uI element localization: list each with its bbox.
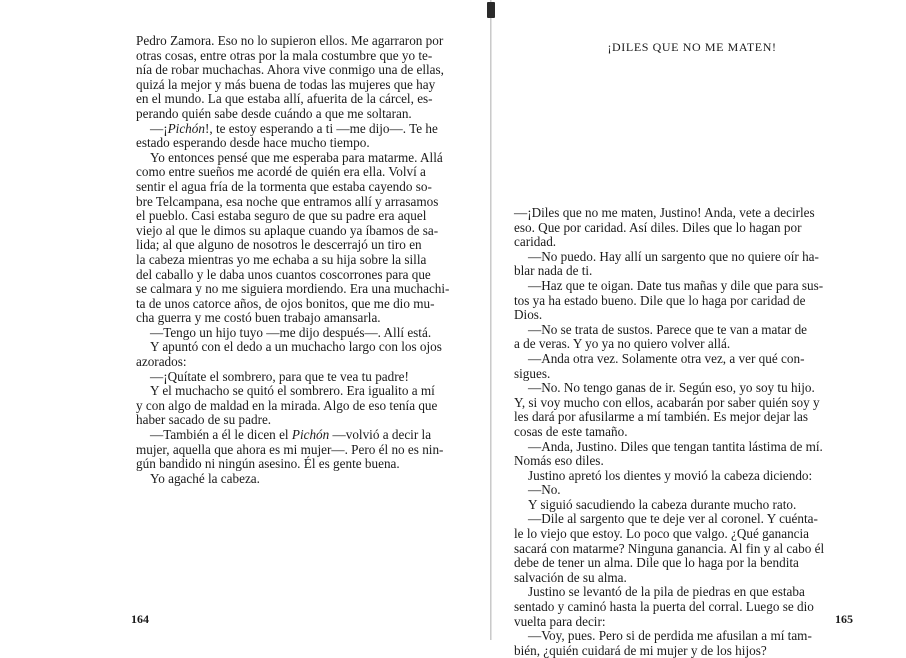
text-line: mujer, aquella que ahora es mi mujer—. Pero él no es nin- (136, 441, 444, 457)
text-line: haber sacado de su padre. (136, 412, 272, 428)
text-line: otras cosas, entre otras por la mala costumbre que yo te- (136, 47, 433, 63)
text-line: sigues. (514, 365, 551, 381)
text-line: Yo entonces pensé que me esperaba para matarme. Allá (150, 149, 443, 165)
text-line: Y apuntó con el dedo a un muchacho largo con los ojos (150, 339, 442, 355)
text-line: —Voy, pues. Pero si de perdida me afusilan a mí tam- (528, 628, 812, 644)
text-line: a de veras. Y yo ya no quiero volver allá. (514, 336, 731, 352)
text-line: Y, si voy mucho con ellos, acabarán por saber quién soy y (514, 394, 820, 410)
text-line: eso. Que por caridad. Así diles. Diles que lo hagan por (514, 219, 802, 235)
text-line: —¡Quítate el sombrero, para que te vea tu padre! (150, 368, 409, 384)
text-line: lida; al que alguno de nosotros le descerrajó un tiro en (136, 237, 422, 253)
text-line: sentado y caminó hasta la puerta del corral. Luego se dio (514, 599, 814, 615)
text-line: y con algo de maldad en la mirada. Algo de eso tenía que (136, 397, 438, 413)
text-line: debe de tener un alma. Dile que lo haga por la bendita (514, 555, 799, 571)
text-line: vuelta para decir: (514, 613, 606, 629)
text-line: bién, ¿quién cuidará de mi mujer y de los hijos? (514, 642, 767, 658)
page-number: 165 (835, 612, 853, 626)
text-line: cha guerra y me costó buen trabajo amansarla. (136, 310, 381, 326)
text-line: bre Telcampana, esa noche que entramos allí y arrasamos (136, 193, 439, 209)
text-line: ta de unos catorce años, de ojos bonitos, que me dio mu- (136, 295, 435, 311)
text-line: Nomás eso diles. (514, 453, 604, 469)
italic-name: Pichón (167, 120, 205, 136)
text-line: caridad. (514, 234, 557, 250)
text-line: Justino se levantó de la pila de piedras en que estaba (528, 584, 805, 600)
text-line: en el mundo. La que estaba allí, afuerita de la cárcel, es- (136, 91, 433, 107)
text-line: Y siguió sacudiendo la cabeza durante mucho rato. (528, 496, 797, 512)
text-line: nía de robar muchachas. Ahora vive conmigo una de ellas, (136, 62, 444, 78)
text-line: blar nada de ti. (514, 263, 593, 279)
text-line: gún bandido ni ningún asesino. Él es gente buena. (136, 456, 400, 472)
text-line: la cabeza mientras yo me echaba a su hija sobre la silla (136, 251, 427, 267)
text-line: —Dile al sargento que te deje ver al coronel. Y cuénta- (528, 511, 818, 527)
right-page (492, 0, 906, 658)
text-line: —También a él le dicen el Pichón —volvió a decir la (150, 427, 432, 443)
text-line: el pueblo. Casi estaba seguro de que su padre era aquel (136, 208, 427, 224)
left-page-body (136, 34, 454, 486)
running-head: ¡DILES QUE NO ME MATEN! (607, 40, 777, 54)
text-line: perando quién sabe desde cuándo a que me soltaran. (136, 105, 412, 121)
text-line: como entre sueños me acordé de quién era ella. Volví a (136, 164, 426, 180)
text-line: —¡Diles que no me maten, Justino! Anda, vete a decirles (514, 205, 815, 220)
text-line: Pedro Zamora. Eso no lo supieron ellos. Me agarraron por (136, 33, 444, 48)
text-line: tos ya ha estado bueno. Dile que lo haga por caridad de (514, 292, 806, 308)
text-line: —Anda, Justino. Diles que tengan tantita lástima de mí. (528, 438, 823, 454)
text-line: —Anda otra vez. Solamente otra vez, a ver qué con- (528, 350, 805, 366)
right-page-body (514, 206, 850, 658)
text-line: quizá la mejor y más buena de todas las mujeres que hay (136, 76, 436, 92)
text-line: —Tengo un hijo tuyo —me dijo después—. Allí está. (150, 324, 432, 340)
text-line: Dios. (514, 307, 543, 323)
text-line: —No. (528, 482, 561, 498)
text-line: viejo al que le dimos su aplaque cuando ya íbamos de sa- (136, 222, 439, 238)
text-line: le lo viejo que estoy. Lo poco que valgo. ¿Qué ganancia (514, 526, 810, 542)
text-line: del caballo y le daba unos cuantos coscorrones para que (136, 266, 431, 282)
text-line: —¡Pichón!, te estoy esperando a ti —me dijo—. Te he (150, 120, 438, 136)
text-line: azorados: (136, 354, 187, 370)
text-line: cosas de este tamaño. (514, 423, 628, 439)
text-line: sentir el agua fría de la tormenta que estaba cayendo so- (136, 178, 432, 194)
text-line: sacará con matarme? Ninguna ganancia. Al fin y al cabo él (514, 540, 825, 556)
text-line: les dará por afusilarme a mí también. Es mejor dejar las (514, 409, 809, 425)
page-number: 164 (131, 612, 149, 626)
text-line: salvación de su alma. (514, 569, 627, 585)
text-line: Y el muchacho se quitó el sombrero. Era igualito a mí (150, 383, 435, 399)
text-line: —No puedo. Hay allí un sargento que no quiere oír ha- (528, 248, 819, 264)
text-line: —Haz que te oigan. Date tus mañas y dile que para sus- (528, 277, 824, 293)
text-line: Justino apretó los dientes y movió la cabeza diciendo: (528, 467, 813, 483)
text-line: se calmara y no me siguiera mordiendo. Era una muchachi- (136, 281, 450, 297)
text-line: estado esperando desde hace mucho tiempo. (136, 135, 370, 151)
text-line: Yo agaché la cabeza. (150, 470, 260, 486)
italic-name: Pichón (291, 427, 330, 443)
text-line: —No se trata de sustos. Parece que te van a matar de (528, 321, 808, 337)
text-line: —No. No tengo ganas de ir. Según eso, yo soy tu hijo. (528, 380, 815, 396)
